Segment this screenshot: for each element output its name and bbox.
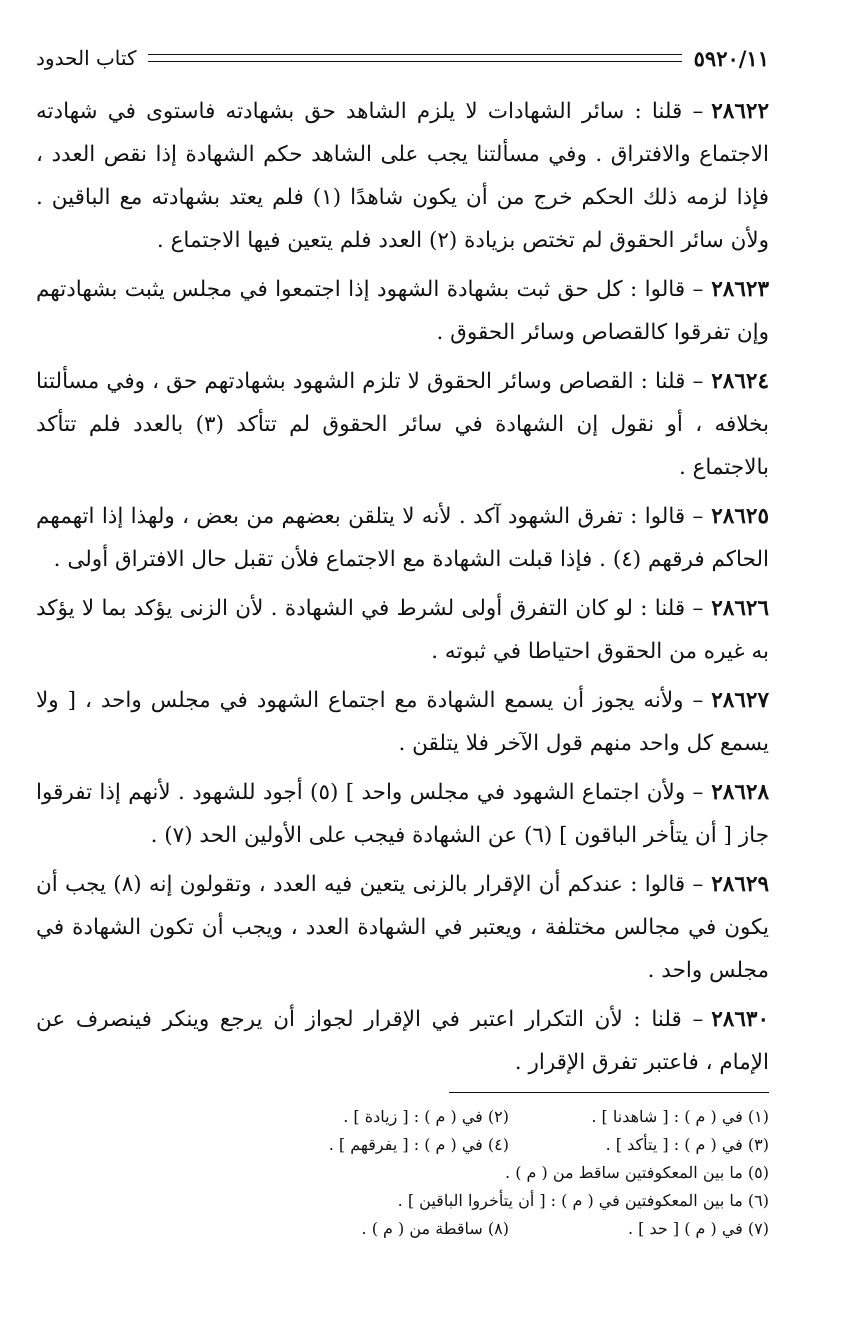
- footnotes: [36, 1092, 769, 1243]
- paragraph-number: ٢٨٦٢٢: [711, 99, 769, 124]
- paragraph-number: ٢٨٦٢٤: [711, 369, 769, 394]
- paragraph-number: ٢٨٦٣٠: [711, 1007, 769, 1032]
- footnote-row: [36, 1187, 769, 1215]
- paragraph: [36, 998, 769, 1084]
- paragraph-text: – قالوا : تفرق الشهود آكد . لأنه لا يتلقن بعضهم من بعض ، ولهذا إذا اتهمهم الحاكم فرقهم (٤) . فإذا قبلت الشهادة مع الاجتماع فلأن تقبل حال الافتراق أولى .: [36, 504, 769, 572]
- paragraph: [36, 679, 769, 765]
- paragraph-number: ٢٨٦٢٦: [711, 596, 769, 621]
- footnote-4: (٤) في ( م ) : [ يفرقهم ] .: [328, 1135, 509, 1154]
- footnote-1: (١) في ( م ) : [ شاهدنا ] .: [591, 1107, 769, 1126]
- footnote-row: [36, 1159, 769, 1187]
- paragraph-number: ٢٨٦٢٥: [711, 504, 769, 529]
- paragraph: [36, 268, 769, 354]
- footnote-2: (٢) في ( م ) : [ زيادة ] .: [343, 1107, 509, 1126]
- book-title: كتاب الحدود: [36, 46, 137, 70]
- paragraph-number: ٢٨٦٢٣: [711, 277, 769, 302]
- paragraph-text: – قلنا : لأن التكرار اعتبر في الإقرار لجواز أن يرجع وينكر فينصرف عن الإمام ، فاعتبر تفرق الإقرار .: [36, 1007, 769, 1075]
- paragraph-text: – قلنا : لو كان التفرق أولى لشرط في الشهادة . لأن الزنى يؤكد بما لا يؤكد به غيره من الحقوق احتياطا في ثبوته .: [36, 596, 769, 664]
- paragraph-text: – ولأنه يجوز أن يسمع الشهادة مع اجتماع الشهود في مجلس واحد ، [ ولا يسمع كل واحد منهم قول الآخر فلا يتلقن .: [36, 688, 769, 756]
- paragraph-number: ٢٨٦٢٨: [711, 780, 769, 805]
- paragraph-number: ٢٨٦٢٧: [711, 688, 769, 713]
- paragraph: [36, 771, 769, 857]
- paragraph-text: – قالوا : كل حق ثبت بشهادة الشهود إذا اجتمعوا في مجلس يثبت بشهادتهم وإن تفرقوا كالقصاص وسائر الحقوق .: [36, 277, 769, 345]
- footnote-rule: [449, 1092, 769, 1093]
- paragraph-text: – قلنا : سائر الشهادات لا يلزم الشاهد حق بشهادته فاستوى في شهادته الاجتماع والافتراق . وفي مسألتنا يجب على الشاهد حكم الشهادة إذا نقص العدد ، فإذا لزمه ذلك الحكم خرج من أن يكون شاهدًا (١) فلم يعتد بشهادته مع الباقين . ولأن سائر الحقوق لم تختص بزيادة (٢) العدد فلم يتعين فيها الاجتماع .: [36, 99, 769, 253]
- paragraph-text: – ولأن اجتماع الشهود في مجلس واحد ] (٥) أجود للشهود . لأنهم إذا تفرقوا جاز [ أن يتأخر الباقون ] (٦) عن الشهادة فيجب على الأولين الحد (٧) .: [36, 780, 769, 848]
- footnote-5: (٥) ما بين المعكوفتين ساقط من ( م ) .: [505, 1163, 769, 1182]
- footnote-3: (٣) في ( م ) : [ يتأكد ] .: [605, 1135, 769, 1154]
- paragraph: [36, 863, 769, 992]
- page-header: [36, 38, 769, 78]
- paragraph-number: ٢٨٦٢٩: [711, 872, 769, 897]
- footnote-7: (٧) في ( م ) [ حد ] .: [627, 1219, 769, 1238]
- main-text: [36, 90, 769, 1084]
- paragraph: [36, 587, 769, 673]
- footnote-8: (٨) ساقطة من ( م ) .: [361, 1219, 509, 1238]
- footnote-row: [36, 1215, 769, 1243]
- paragraph: [36, 495, 769, 581]
- header-rule: [148, 54, 681, 62]
- footnote-6: (٦) ما بين المعكوفتين في ( م ) : [ أن يتأخروا الباقين ] .: [397, 1191, 769, 1210]
- footnote-row: [36, 1103, 769, 1131]
- paragraph: [36, 90, 769, 262]
- page-number: ٥٩٢٠/١١: [693, 45, 769, 71]
- paragraph-text: – قالوا : عندكم أن الإقرار بالزنى يتعين فيه العدد ، وتقولون إنه (٨) يجب أن يكون في مجالس مختلفة ، ويعتبر في الشهادة العدد ، ويجب أن تكون الشهادة في مجلس واحد .: [36, 872, 769, 983]
- paragraph: [36, 360, 769, 489]
- footnote-row: [36, 1131, 769, 1159]
- paragraph-text: – قلنا : القصاص وسائر الحقوق لا تلزم الشهود بشهادتهم حق ، وفي مسألتنا بخلافه ، أو نقول إن الشهادة في سائر الحقوق لم تتأكد (٣) بالعدد فلم تتأكد بالاجتماع .: [36, 369, 769, 480]
